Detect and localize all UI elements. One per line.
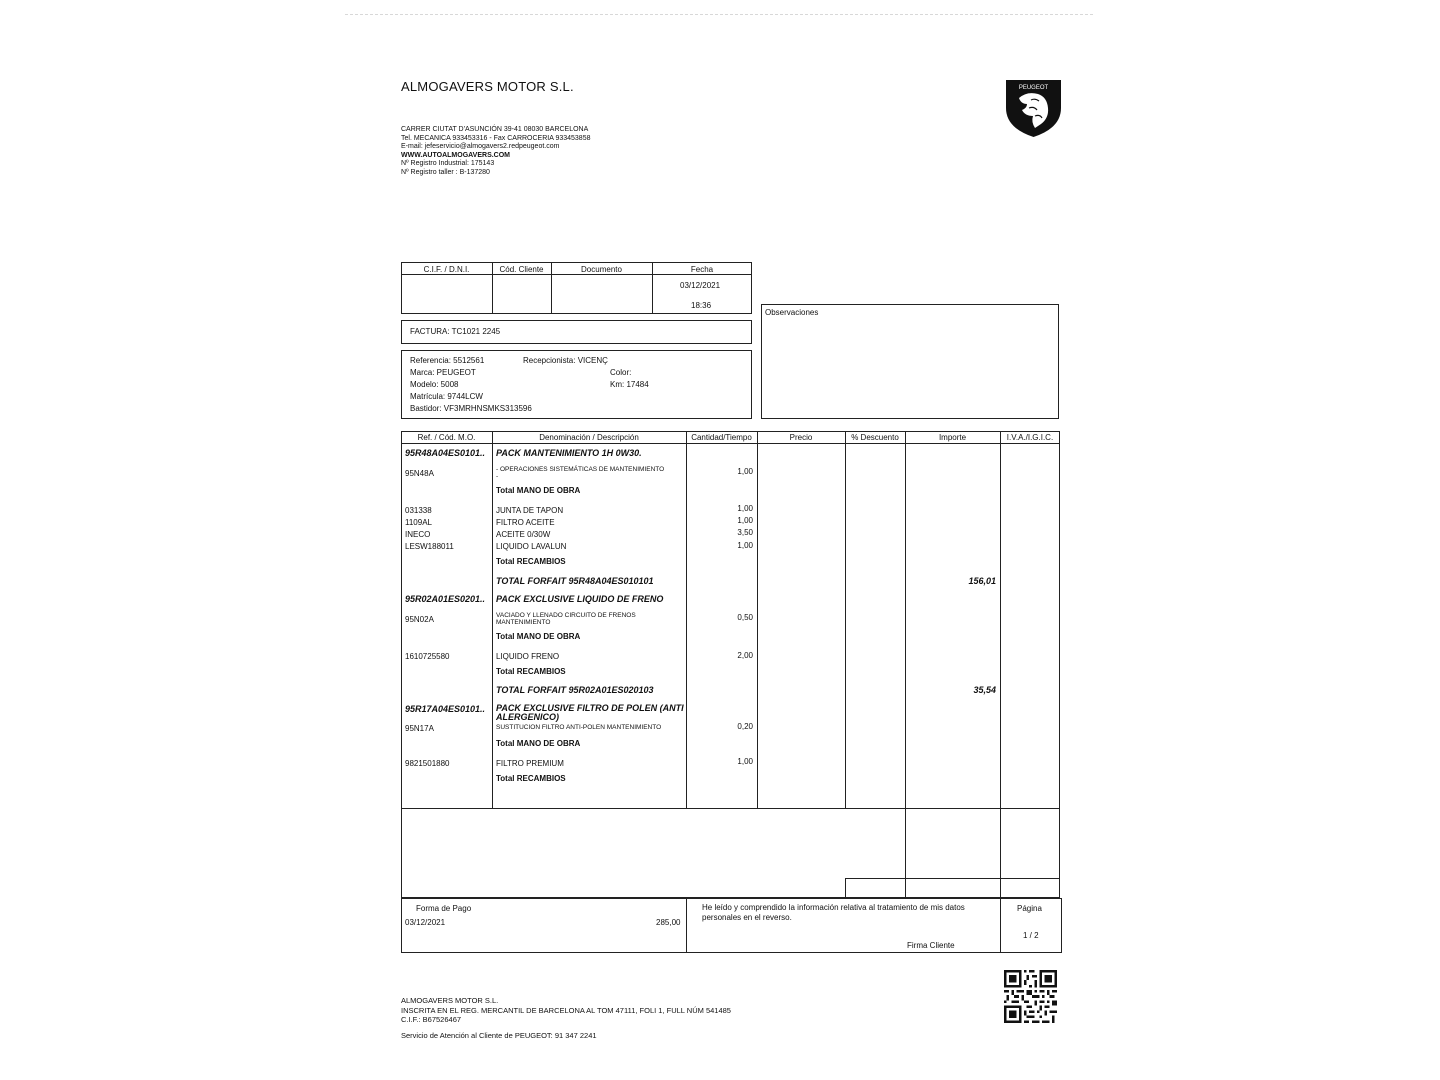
row-ref: 95N48A: [405, 469, 434, 478]
row-importe: 156,01: [968, 576, 996, 586]
modelo: Modelo: 5008: [410, 380, 459, 389]
col-descripcion: Denominación / Descripción: [539, 433, 639, 442]
firma-cliente-label: Firma Cliente: [907, 941, 955, 950]
col-documento: Documento: [581, 265, 622, 274]
company-name: ALMOGAVERS MOTOR S.L.: [401, 79, 574, 94]
col-importe: Importe: [938, 433, 967, 442]
address-line: CARRER CIUTAT D'ASUNCIÓN 39-41 08030 BARCELONA: [401, 126, 589, 133]
row-desc: LIQUIDO FRENO: [496, 652, 560, 661]
observaciones-box: [761, 304, 1059, 419]
row-desc-cont: -: [496, 473, 499, 480]
row-qty: 3,50: [737, 528, 753, 537]
top-divider: [345, 14, 1093, 15]
row-desc: ACEITE 0/30W: [496, 530, 551, 539]
registro-industrial-line: Nº Registro Industrial: 175143: [401, 160, 495, 168]
row-ref: 9821501880: [405, 759, 450, 768]
row-desc: Total MANO DE OBRA: [496, 486, 581, 495]
forma-pago-label: Forma de Pago: [416, 904, 472, 913]
row-ref: 1610725580: [405, 652, 450, 661]
row-qty: 0,20: [737, 722, 753, 731]
qr-code-icon: [1004, 970, 1057, 1023]
col-ref: Ref. / Cód. M.O.: [417, 433, 476, 442]
pagina-label: Página: [1017, 904, 1042, 913]
row-desc: Total MANO DE OBRA: [496, 739, 581, 748]
peugeot-logo-icon: [1005, 78, 1062, 138]
row-ref: 95N02A: [405, 615, 434, 624]
recepcionista: Recepcionista: VICENÇ: [523, 356, 608, 365]
row-qty: 1,00: [737, 504, 753, 513]
row-desc: JUNTA DE TAPON: [496, 506, 564, 515]
referencia: Referencia: 5512561: [410, 356, 485, 365]
row-ref: 95R17A04ES0101..: [405, 704, 486, 714]
row-desc: VACIADO Y LLENADO CIRCUITO DE FRENOS: [496, 612, 636, 619]
row-qty: 1,00: [737, 757, 753, 766]
row-desc: Total RECAMBIOS: [496, 557, 566, 566]
col-iva: I.V.A./I.G.I.C.: [1006, 433, 1054, 442]
col-fecha: Fecha: [690, 265, 714, 274]
row-desc: PACK MANTENIMIENTO 1H 0W30.: [496, 448, 642, 458]
col-descuento: % Descuento: [851, 433, 899, 442]
row-importe: 35,54: [973, 685, 996, 695]
row-ref: 1109AL: [405, 518, 432, 527]
row-desc: Total MANO DE OBRA: [496, 632, 581, 641]
row-desc: PACK EXCLUSIVE LIQUIDO DE FRENO: [496, 594, 664, 604]
registro-taller-line: Nº Registro taller : B-137280: [401, 168, 490, 176]
privacy-text-cont: personales en el reverso.: [702, 913, 792, 922]
footer-company: ALMOGAVERS MOTOR S.L.: [401, 996, 499, 1005]
row-qty: 2,00: [737, 651, 753, 660]
marca: Marca: PEUGEOT: [410, 368, 476, 377]
row-qty: 0,50: [737, 613, 753, 622]
row-desc: LIQUIDO LAVALUN: [496, 542, 567, 551]
row-desc: PACK EXCLUSIVE FILTRO DE POLEN (ANTI: [496, 703, 684, 713]
km: Km: 17484: [610, 380, 649, 389]
email-line: E-mail: jefeservicio@almogavers2.redpeugeot.com: [401, 143, 560, 151]
bastidor: Bastidor: VF3MRHNSMKS313596: [410, 404, 532, 413]
col-cod-cliente: Cód. Cliente: [499, 265, 544, 274]
fecha-pago: 03/12/2021: [405, 918, 446, 927]
row-desc: TOTAL FORFAIT 95R48A04ES010101: [496, 576, 654, 586]
row-ref: 031338: [405, 506, 432, 515]
website-line: WWW.AUTOALMOGAVERS.COM: [401, 151, 511, 159]
row-desc: SUSTITUCION FILTRO ANTI-POLEN MANTENIMIENTO: [496, 724, 662, 731]
svg-text:PEUGEOT: PEUGEOT: [1018, 85, 1049, 91]
hora-value: 18:36: [691, 301, 712, 310]
row-qty: 1,00: [737, 516, 753, 525]
row-desc-cont: ALERGENICO): [496, 712, 559, 722]
company-address: [401, 126, 591, 178]
row-desc-cont: MANTENIMIENTO: [496, 619, 551, 626]
privacy-text: He leído y comprendido la información relativa al tratamiento de mis datos: [702, 903, 965, 912]
row-desc: Total RECAMBIOS: [496, 667, 566, 676]
row-desc: FILTRO PREMIUM: [496, 759, 564, 768]
row-qty: 1,00: [737, 541, 753, 550]
col-cantidad: Cantidad/Tiempo: [691, 433, 752, 442]
importe-pago: 285,00: [656, 918, 681, 927]
fecha-value: 03/12/2021: [680, 281, 721, 290]
row-ref: 95R48A04ES0101..: [405, 448, 486, 458]
color: Color:: [610, 368, 632, 377]
pagina-value: 1 / 2: [1023, 931, 1039, 940]
footer-cif: C.I.F.: B67526467: [401, 1015, 462, 1024]
footer-atencion-cliente: Servicio de Atención al Cliente de PEUGEOT: 91 347 2241: [401, 1031, 597, 1040]
row-ref: 95N17A: [405, 724, 434, 733]
row-qty: 1,00: [737, 467, 753, 476]
invoice-lines-table: [401, 431, 1060, 898]
footer-registro: INSCRITA EN EL REG. MERCANTIL DE BARCELONA AL TOM 47111, FOLI 1, FULL NÚM 541485: [401, 1006, 731, 1015]
observaciones-label: Observaciones: [765, 308, 819, 317]
col-precio: Precio: [789, 433, 813, 442]
matricula: Matrícula: 9744LCW: [410, 392, 483, 401]
row-desc: TOTAL FORFAIT 95R02A01ES020103: [496, 685, 654, 695]
phone-line: Tel. MECANICA 933453316 - Fax CARROCERIA 933453858: [401, 134, 591, 142]
col-cif: C.I.F. / D.N.I.: [423, 265, 470, 274]
row-ref: LESW188011: [405, 542, 454, 551]
factura-number: FACTURA: TC1021 2245: [410, 327, 501, 336]
row-ref: 95R02A01ES0201..: [405, 594, 486, 604]
row-desc: Total RECAMBIOS: [496, 774, 566, 783]
row-desc: FILTRO ACEITE: [496, 518, 555, 527]
row-desc: - OPERACIONES SISTEMÁTICAS DE MANTENIMIENTO: [496, 466, 665, 473]
row-ref: INECO: [405, 530, 431, 539]
